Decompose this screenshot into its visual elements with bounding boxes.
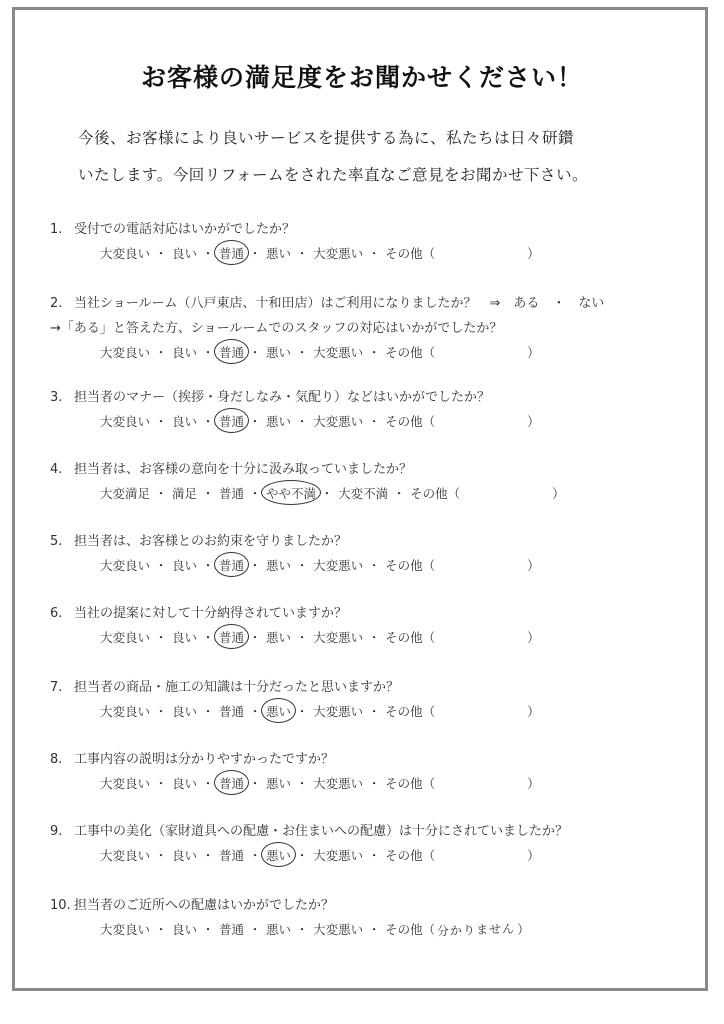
- option-separator: ・: [248, 630, 262, 645]
- option-separator: ・: [248, 414, 262, 429]
- answer-option[interactable]: 悪い: [266, 414, 292, 429]
- answer-option[interactable]: その他（: [385, 414, 436, 429]
- option-separator: ・: [201, 776, 215, 791]
- answer-option[interactable]: 大変悪い: [313, 414, 364, 429]
- option-separator: ・: [320, 486, 334, 501]
- answer-option[interactable]: 大変悪い: [313, 776, 364, 791]
- option-separator: ・: [367, 776, 381, 791]
- option-separator: ・: [154, 848, 168, 863]
- question-number: 8.: [50, 752, 63, 767]
- option-separator: ・: [295, 246, 309, 261]
- answer-option[interactable]: 大変良い: [100, 414, 151, 429]
- answer-option[interactable]: 大変良い: [100, 922, 151, 937]
- option-separator: ・: [154, 246, 168, 261]
- answer-option-selected[interactable]: 普通: [219, 246, 245, 261]
- close-paren: ）: [527, 848, 540, 863]
- option-separator: ・: [295, 704, 309, 719]
- page-title: お客様の満足度をお聞かせください！: [140, 63, 583, 92]
- question-number: 1.: [50, 222, 63, 237]
- question-5: [50, 530, 347, 549]
- answer-option[interactable]: その他（: [385, 704, 436, 719]
- question-text: 担当者は、お客様とのお約束を守りましたか？: [74, 534, 348, 549]
- close-paren: ）: [527, 345, 540, 360]
- option-separator: ・: [295, 345, 309, 360]
- question-text: 受付での電話対応はいかがでしたか？: [74, 222, 296, 237]
- answer-option-selected[interactable]: 悪い: [266, 704, 292, 719]
- answer-option[interactable]: 悪い: [266, 776, 292, 791]
- option-separator: ・: [201, 246, 215, 261]
- question-text: 担当者は、お客様の意向を十分に汲み取っていましたか？: [74, 462, 413, 477]
- close-paren: ）: [517, 922, 530, 937]
- option-separator: ・: [201, 414, 215, 429]
- question-6: [50, 602, 347, 621]
- question-text: 担当者のマナー（挨拶・身だしなみ・気配り）などはいかがでしたか？: [74, 390, 491, 405]
- option-separator: ・: [248, 486, 262, 501]
- answer-option[interactable]: 大変満足: [100, 486, 151, 501]
- answer-option[interactable]: 大変良い: [100, 630, 151, 645]
- question-number: 5.: [50, 534, 63, 549]
- answer-options: [100, 628, 540, 646]
- answer-options: [100, 920, 530, 938]
- option-separator: ・: [201, 630, 215, 645]
- question-10: [50, 894, 334, 913]
- option-separator: ・: [295, 630, 309, 645]
- answer-option[interactable]: 普通: [219, 848, 245, 863]
- answer-option[interactable]: 大変良い: [100, 558, 151, 573]
- answer-option[interactable]: 大変悪い: [313, 630, 364, 645]
- answer-option[interactable]: 大変良い: [100, 246, 151, 261]
- answer-option-selected[interactable]: 悪い: [266, 848, 292, 863]
- question-number: 3.: [50, 390, 63, 405]
- question-1: [50, 218, 295, 237]
- option-separator: ・: [367, 922, 381, 937]
- answer-option[interactable]: 普通: [219, 704, 245, 719]
- answer-option[interactable]: 良い: [172, 848, 198, 863]
- answer-option[interactable]: その他（: [385, 922, 436, 937]
- answer-option[interactable]: その他（: [385, 345, 436, 360]
- close-paren: ）: [527, 630, 540, 645]
- question-number: 4.: [50, 462, 63, 477]
- answer-option[interactable]: 大変悪い: [313, 558, 364, 573]
- answer-option[interactable]: 良い: [172, 345, 198, 360]
- answer-option[interactable]: その他（: [410, 486, 461, 501]
- option-separator: ・: [154, 558, 168, 573]
- option-separator: ・: [154, 414, 168, 429]
- handwritten-answer: 分かりません: [436, 921, 516, 939]
- option-separator: ・: [392, 486, 406, 501]
- answer-option[interactable]: 良い: [172, 630, 198, 645]
- question-3: [50, 386, 490, 405]
- answer-option[interactable]: 良い: [172, 414, 198, 429]
- close-paren: ）: [527, 246, 540, 261]
- option-separator: ・: [367, 558, 381, 573]
- answer-option[interactable]: 普通: [219, 486, 245, 501]
- question-number: 2.: [50, 296, 63, 311]
- question-text: 担当者のご近所への配慮はいかがでしたか？: [74, 898, 335, 913]
- answer-option[interactable]: その他（: [385, 776, 436, 791]
- option-separator: ・: [154, 704, 168, 719]
- option-separator: ・: [154, 922, 168, 937]
- option-separator: ・: [154, 345, 168, 360]
- answer-option[interactable]: その他（: [385, 558, 436, 573]
- option-separator: ・: [295, 558, 309, 573]
- answer-option[interactable]: 大変良い: [100, 776, 151, 791]
- close-paren: ）: [527, 414, 540, 429]
- question-text: 工事内容の説明は分かりやすかったですか？: [74, 752, 335, 767]
- answer-option-selected[interactable]: 普通: [219, 630, 245, 645]
- option-separator: ・: [201, 848, 215, 863]
- question-2: [50, 292, 604, 311]
- answer-option-selected[interactable]: 普通: [219, 414, 245, 429]
- question-number: 7.: [50, 680, 63, 695]
- answer-option[interactable]: その他（: [385, 848, 436, 863]
- answer-options: [100, 244, 540, 262]
- option-separator: ・: [367, 630, 381, 645]
- option-separator: ・: [248, 558, 262, 573]
- answer-options: [100, 774, 540, 792]
- answer-option[interactable]: 良い: [172, 922, 198, 937]
- answer-option[interactable]: 大変悪い: [313, 246, 364, 261]
- option-separator: ・: [367, 345, 381, 360]
- question-text: 担当者の商品・施工の知識は十分だったと思いますか？: [74, 680, 400, 695]
- option-separator: ・: [201, 486, 215, 501]
- option-separator: ・: [367, 704, 381, 719]
- answer-option-selected[interactable]: 普通: [219, 776, 245, 791]
- answer-option-selected[interactable]: 普通: [219, 558, 245, 573]
- option-separator: ・: [201, 922, 215, 937]
- answer-option[interactable]: 大変悪い: [313, 704, 364, 719]
- question-text: 当社の提案に対して十分納得されていますか？: [74, 606, 348, 621]
- close-paren: ）: [527, 704, 540, 719]
- answer-option[interactable]: 普通: [219, 922, 245, 937]
- answer-option[interactable]: 良い: [172, 704, 198, 719]
- intro-text: [78, 120, 678, 194]
- option-separator: ・: [201, 345, 215, 360]
- close-paren: ）: [527, 558, 540, 573]
- answer-option[interactable]: 大変良い: [100, 848, 151, 863]
- answer-options: [100, 556, 540, 574]
- option-separator: ・: [248, 246, 262, 261]
- answer-option[interactable]: 大変悪い: [313, 848, 364, 863]
- option-separator: ・: [248, 704, 262, 719]
- answer-option-selected[interactable]: 普通: [219, 345, 245, 360]
- answer-option[interactable]: 良い: [172, 246, 198, 261]
- answer-option[interactable]: その他（: [385, 630, 436, 645]
- question-text: 工事中の美化（家財道具への配慮・お住まいへの配慮）は十分にされていましたか？: [74, 824, 569, 839]
- answer-option[interactable]: 満足: [172, 486, 198, 501]
- answer-option[interactable]: 大変悪い: [313, 345, 364, 360]
- option-separator: ・: [248, 848, 262, 863]
- option-separator: ・: [248, 776, 262, 791]
- answer-options: [100, 484, 565, 502]
- option-separator: ・: [248, 922, 262, 937]
- answer-options: [100, 412, 540, 430]
- answer-option[interactable]: 悪い: [266, 922, 292, 937]
- intro-line-2: いたします。今回リフォームをされた率直なご意見をお聞かせ下さい。: [78, 166, 588, 184]
- option-separator: ・: [201, 704, 215, 719]
- option-separator: ・: [248, 345, 262, 360]
- option-separator: ・: [367, 414, 381, 429]
- question-7: [50, 676, 399, 695]
- option-separator: ・: [295, 776, 309, 791]
- answer-option[interactable]: その他（: [385, 246, 436, 261]
- question-9: [50, 820, 568, 839]
- option-separator: ・: [367, 246, 381, 261]
- answer-options: [100, 846, 540, 864]
- answer-option[interactable]: 大変悪い: [313, 922, 364, 937]
- question-2-followup: →「ある」と答えた方、ショールームでのスタッフの対応はいかがでしたか？: [50, 321, 503, 336]
- answer-option-selected[interactable]: やや不満: [266, 486, 317, 501]
- answer-option[interactable]: 大変良い: [100, 704, 151, 719]
- answer-option[interactable]: 悪い: [266, 345, 292, 360]
- close-paren: ）: [552, 486, 565, 501]
- answer-option[interactable]: 大変不満: [338, 486, 389, 501]
- option-separator: ・: [295, 414, 309, 429]
- option-separator: ・: [154, 776, 168, 791]
- question-number: 9.: [50, 824, 63, 839]
- question-number: 10.: [50, 898, 71, 913]
- answer-option[interactable]: 良い: [172, 558, 198, 573]
- option-separator: ・: [154, 630, 168, 645]
- answer-option[interactable]: 悪い: [266, 246, 292, 261]
- question-text: 当社ショールーム（八戸東店、十和田店）はご利用になりましたか？ ⇒ ある ・ ない: [74, 296, 605, 311]
- intro-line-1: 今後、お客様により良いサービスを提供する為に、私たちは日々研鑽: [78, 129, 575, 147]
- option-separator: ・: [295, 848, 309, 863]
- close-paren: ）: [527, 776, 540, 791]
- answer-option[interactable]: 良い: [172, 776, 198, 791]
- answer-option[interactable]: 悪い: [266, 558, 292, 573]
- answer-option[interactable]: 大変良い: [100, 345, 151, 360]
- question-4: [50, 458, 412, 477]
- option-separator: ・: [295, 922, 309, 937]
- option-separator: ・: [201, 558, 215, 573]
- option-separator: ・: [154, 486, 168, 501]
- answer-options: [100, 702, 540, 720]
- answer-options: [100, 343, 540, 361]
- answer-option[interactable]: 悪い: [266, 630, 292, 645]
- option-separator: ・: [367, 848, 381, 863]
- question-number: 6.: [50, 606, 63, 621]
- question-8: [50, 748, 334, 767]
